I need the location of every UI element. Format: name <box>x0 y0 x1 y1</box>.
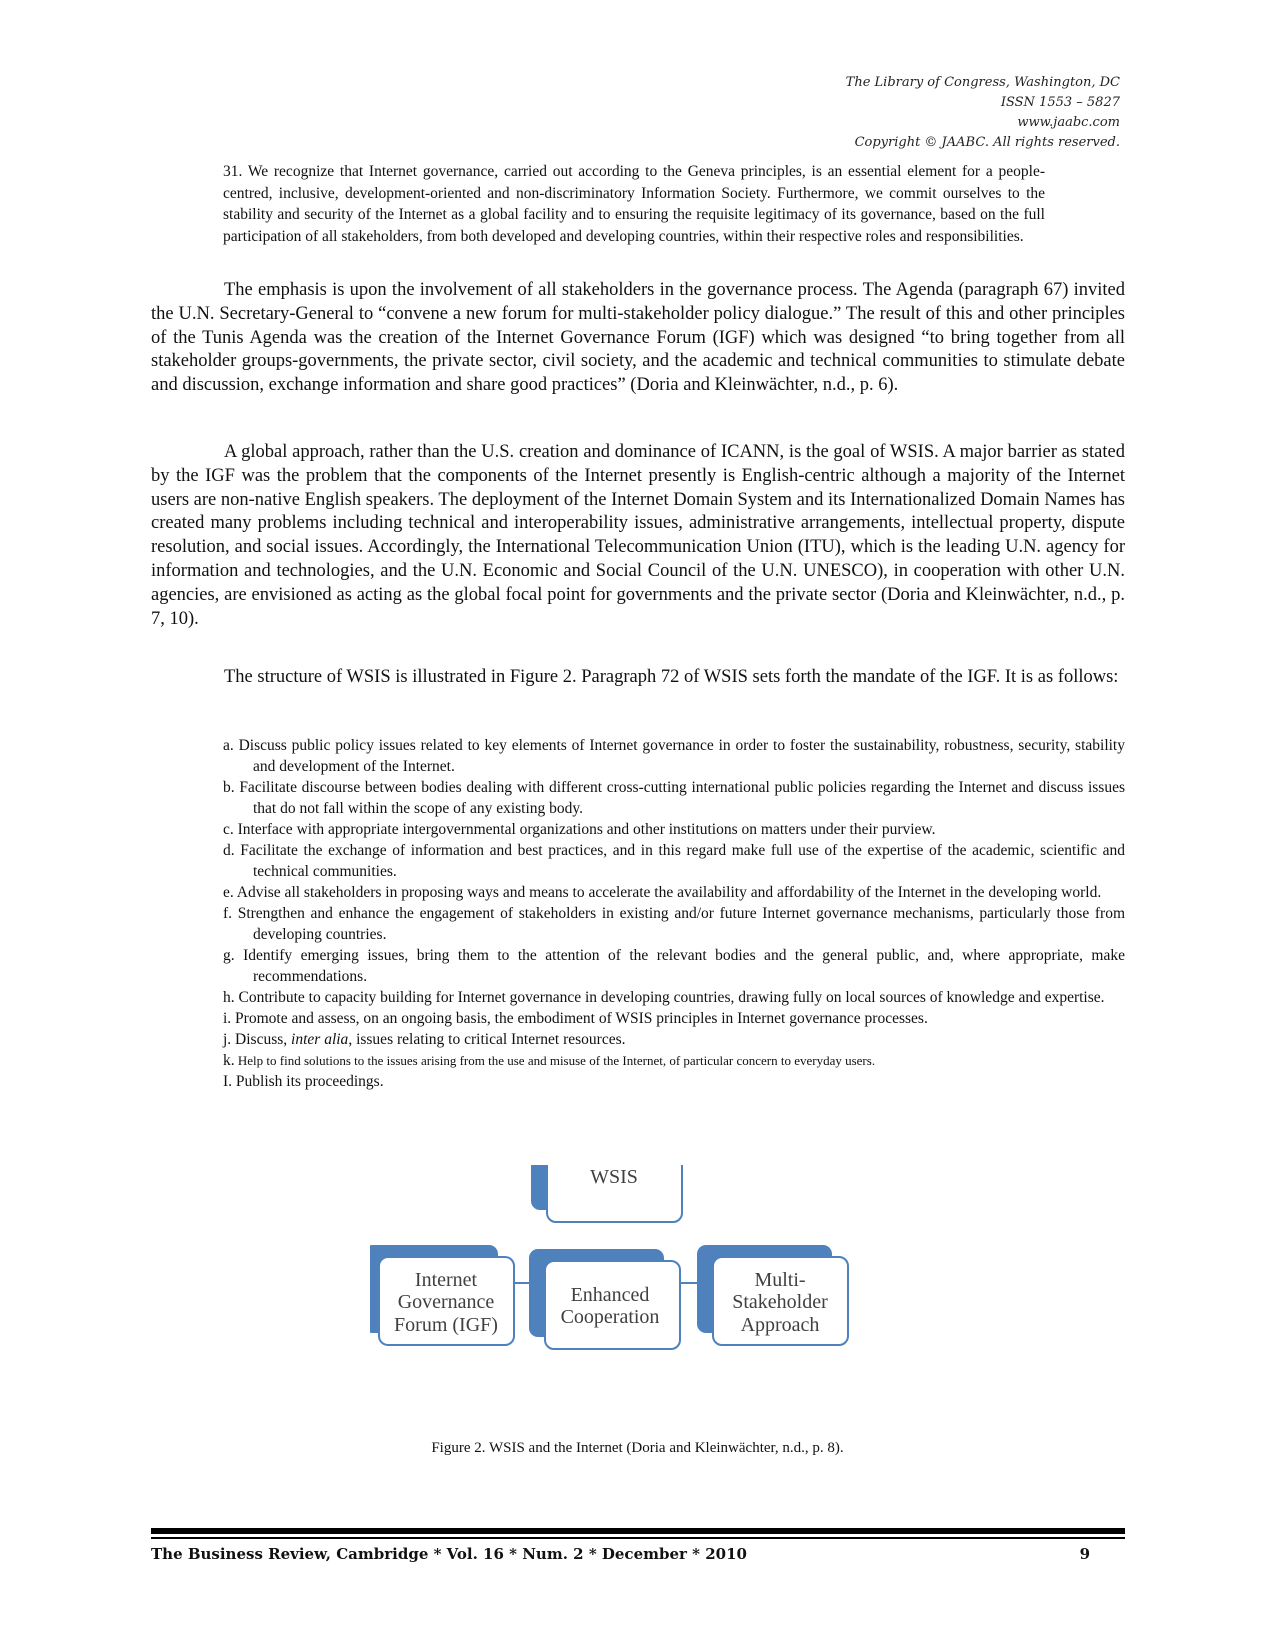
mandate-item-b: b. Facilitate discourse between bodies dealing with different cross-cutting international public policies regarding the Internet and discuss issues that do not fall within the scope of any existing body. <box>223 779 1125 817</box>
mandate-item-i: i. Promote and assess, on an ongoing basis, the embodiment of WSIS principles in Internet governance processes. <box>223 1010 928 1027</box>
node-wsis-label: WSIS <box>590 1166 638 1188</box>
mandate-item-a: a. Discuss public policy issues related to key elements of Internet governance in order to foster the sustainability, robustness, security, stability and development of the Internet. <box>223 737 1125 775</box>
igf-mandate-list <box>223 735 1125 1092</box>
footer-rule-thin <box>151 1537 1125 1539</box>
mandate-j-prefix: j. Discuss, <box>223 1031 292 1048</box>
mandate-k-letter: k. <box>223 1052 235 1069</box>
page-footer <box>151 1545 1125 1563</box>
mandate-item-g: g. Identify emerging issues, bring them to the attention of the relevant bodies and the general public, and, where appropriate, make recommendations. <box>223 947 1125 985</box>
body-paragraph-3: The structure of WSIS is illustrated in Figure 2. Paragraph 72 of WSIS sets forth the mandate of the IGF. It is as follows: <box>224 667 1119 687</box>
node-igf-line2: Governance <box>397 1291 495 1313</box>
mandate-j-italic: inter alia <box>291 1031 349 1048</box>
mandate-item-e: e. Advise all stakeholders in proposing ways and means to accelerate the availability and affordability of the Internet in the developing world. <box>223 884 1102 901</box>
mandate-item-f: f. Strengthen and enhance the engagement of stakeholders in existing and/or future Internet governance mechanisms, particularly those from developing countries. <box>223 905 1125 943</box>
node-ms-line1: Multi- <box>754 1269 806 1291</box>
node-enhanced-cooperation <box>529 1249 680 1349</box>
footer-rule-thick <box>151 1528 1125 1534</box>
node-igf-line3: Forum (IGF) <box>394 1314 498 1336</box>
header-website: www.jaabc.com <box>1017 115 1120 130</box>
node-ms-line3: Approach <box>740 1314 820 1336</box>
page-header <box>846 73 1120 153</box>
node-ms-line2: Stakeholder <box>732 1291 828 1313</box>
mandate-j-suffix: , issues relating to critical Internet resources. <box>348 1031 626 1048</box>
mandate-item-l: I. Publish its proceedings. <box>223 1073 384 1090</box>
page-number: 9 <box>1079 1545 1090 1563</box>
node-ec-line2: Cooperation <box>560 1306 660 1328</box>
block-quote: 31. We recognize that Internet governance, carried out according to the Geneva principles, is an essential element for a people-centred, inclusive, development-oriented and non-discriminatory Information Society. Furthermore, we commit ourselves to the stability and security of the Internet as a global facility and to ensuring the requisite legitimacy of its governance, based on the full participation of all stakeholders, from both developed and developing countries, within their respective roles and responsibilities. <box>223 163 1045 245</box>
node-igf <box>370 1245 514 1345</box>
node-wsis <box>531 1165 682 1222</box>
header-copyright: Copyright © JAABC. All rights reserved. <box>854 135 1120 150</box>
header-issn: ISSN 1553 – 5827 <box>1000 95 1120 110</box>
mandate-item-h: h. Contribute to capacity building for Internet governance in developing countries, drawing fully on local sources of knowledge and expertise. <box>223 989 1105 1006</box>
mandate-item-j <box>223 1029 1125 1050</box>
wsis-structure-diagram <box>370 1165 890 1410</box>
body-paragraph-1: The emphasis is upon the involvement of all stakeholders in the governance process. The Agenda (paragraph 67) invited the U.N. Secretary-General to “convene a new forum for multi-stakeholder policy dialogue.” The result of this and other principles of the Tunis Agenda was the creation of the Internet Governance Forum (IGF) which was designed “to bring together from all stakeholder groups-governments, the private sector, civil society, and the academic and technical communities to stimulate debate and discussion, exchange information and share good practices” (Doria and Kleinwächter, n.d., p. 6). <box>151 280 1125 396</box>
figure-caption: Figure 2. WSIS and the Internet (Doria and Kleinwächter, n.d., p. 8). <box>431 1440 844 1456</box>
footer-journal: The Business Review, Cambridge * Vol. 16 * Num. 2 * December * 2010 <box>151 1545 747 1563</box>
node-multi-stakeholder <box>697 1245 848 1345</box>
node-igf-line1: Internet <box>414 1269 478 1291</box>
mandate-item-c: c. Interface with appropriate intergovernmental organizations and other institutions on matters under their purview. <box>223 821 936 838</box>
mandate-item-k <box>223 1050 1125 1071</box>
header-library: The Library of Congress, Washington, DC <box>845 75 1120 90</box>
mandate-k-text: Help to find solutions to the issues arising from the use and misuse of the Internet, of particular concern to everyday users. <box>234 1053 876 1068</box>
node-ec-line1: Enhanced <box>570 1284 650 1306</box>
body-paragraph-2: A global approach, rather than the U.S. creation and dominance of ICANN, is the goal of WSIS. A major barrier as stated by the IGF was the problem that the components of the Internet presently is English-centric although a majority of the Internet users are non-native English speakers. The deployment of the Internet Domain System and its Internationalized Domain Names has created many problems including technical and interoperability issues, administrative arrangements, intellectual property, dispute resolution, and social issues. Accordingly, the International Telecommunication Union (ITU), which is the leading U.N. agency for information and technologies, and the U.N. Economic and Social Council of the U.N. UNESCO), in cooperation with other U.N. agencies, are envisioned as acting as the global focal point for governments and the private sector (Doria and Kleinwächter, n.d., p. 7, 10). <box>151 442 1125 629</box>
mandate-item-d: d. Facilitate the exchange of information and best practices, and in this regard make full use of the expertise of the academic, scientific and technical communities. <box>223 842 1125 880</box>
